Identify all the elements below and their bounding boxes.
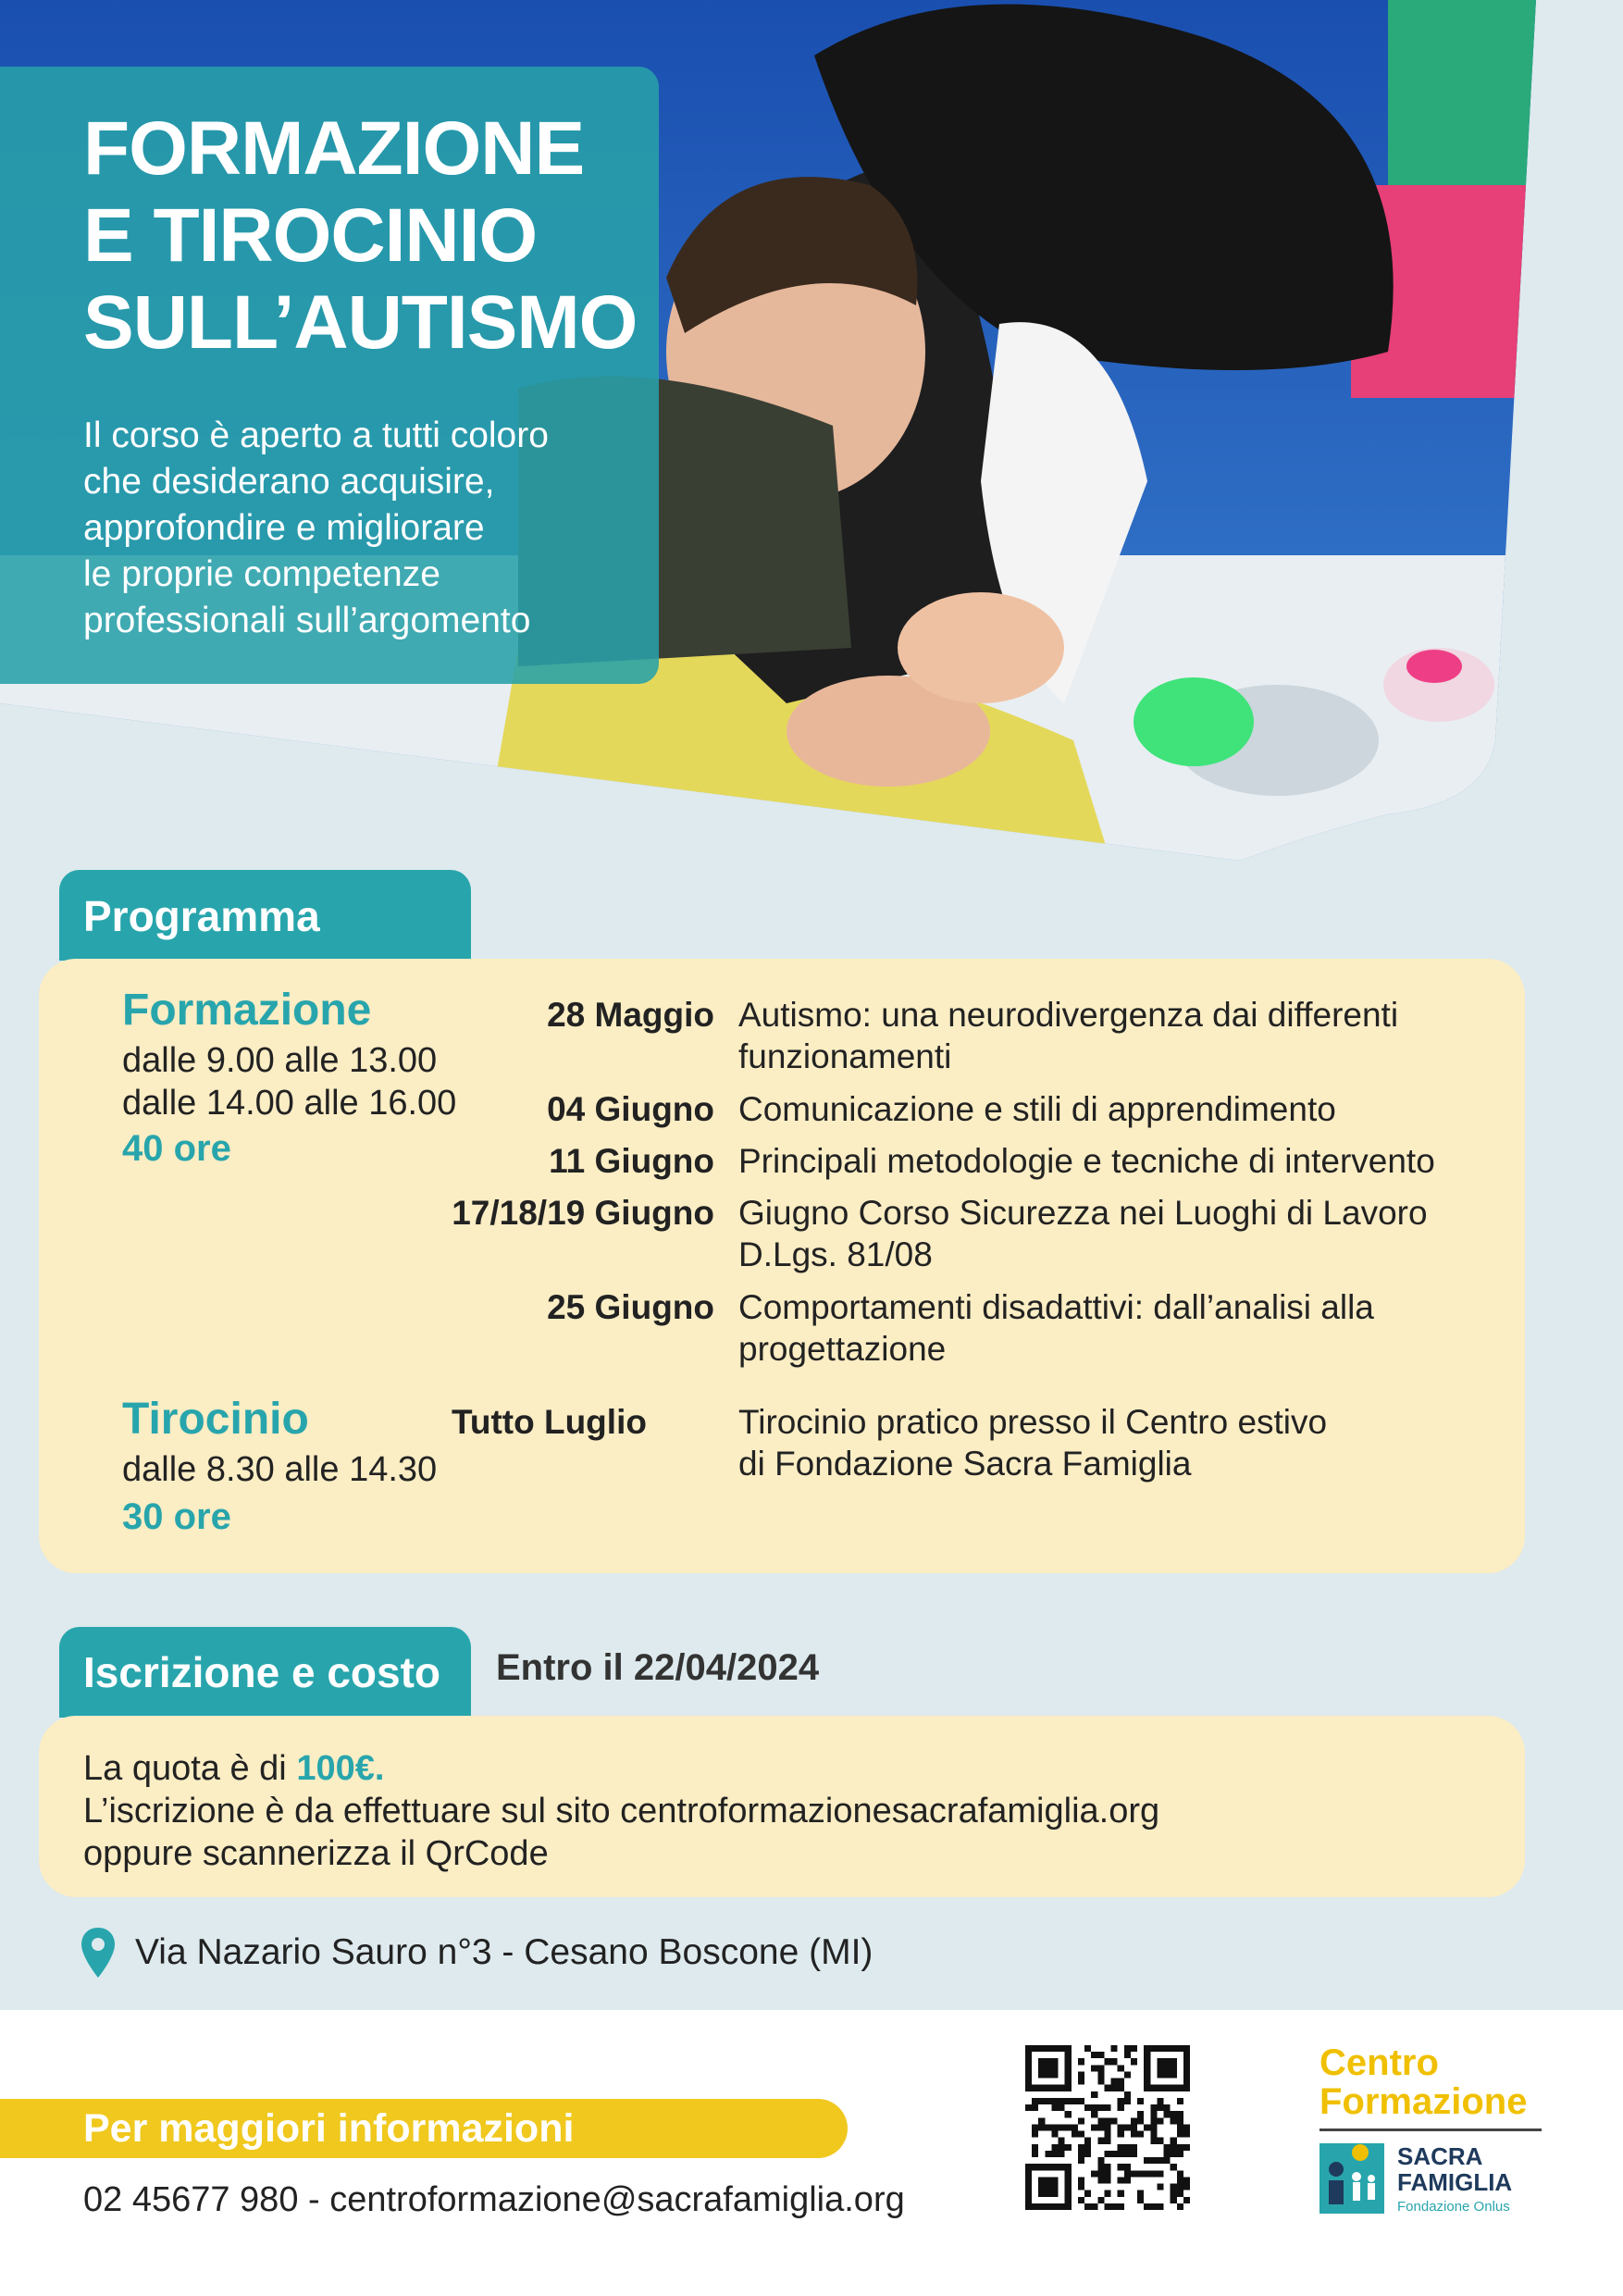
hero-photo (0, 0, 1623, 861)
title-line-2: E TIROCINIO (83, 193, 538, 278)
subtitle-line-5: professionali sull’argomento (83, 601, 531, 640)
schedule-desc-line: Autismo: una neurodivergenza dai differenti (738, 996, 1399, 1034)
schedule-desc-line: funzionamenti (738, 1037, 952, 1075)
schedule-date: Tutto Luglio (452, 1403, 647, 1441)
more-info-banner: Per maggiori informazioni (0, 2099, 848, 2158)
course-description (83, 413, 640, 644)
registration-site-text: L’iscrizione è da effettuare sul sito centroformazionesacrafamiglia.org (83, 1792, 1160, 1831)
formazione-hours: 40 ore (122, 1128, 231, 1169)
logo-title-line-2: Formazione (1319, 2081, 1528, 2122)
contact-info: 02 45677 980 - centroformazione@sacrafamiglia.org (83, 2180, 905, 2219)
title-panel (0, 67, 659, 684)
formazione-label: Formazione (122, 986, 372, 1035)
qrcode-hint-text: oppure scannerizza il QrCode (83, 1834, 549, 1873)
subtitle-line-3: approfondire e migliorare (83, 508, 485, 548)
programma-box (39, 959, 1525, 1573)
formazione-time-1: dalle 9.00 alle 13.00 (122, 1041, 438, 1080)
tirocinio-hours: 30 ore (122, 1496, 231, 1537)
formazione-info (122, 985, 456, 1170)
schedule-desc-line: Comunicazione e stili di apprendimento (738, 1090, 1336, 1128)
title-line-3: SULL’AUTISMO (83, 280, 638, 365)
page-title (83, 105, 640, 366)
address (80, 1925, 873, 1980)
tirocinio-info (122, 1394, 437, 1538)
programma-tab: Programma (59, 870, 471, 961)
formazione-time-2: dalle 14.00 alle 16.00 (122, 1084, 457, 1123)
iscrizione-tab: Iscrizione e costo (59, 1627, 471, 1718)
subtitle-line-2: che desiderano acquisire, (83, 462, 495, 502)
schedule-date: 28 Maggio (547, 996, 714, 1034)
schedule-desc-line: progettazione (738, 1330, 947, 1368)
logo-name-line-1: SACRA (1397, 2142, 1483, 2170)
deadline-text: Entro il 22/04/2024 (496, 1647, 820, 1688)
qrcode-image[interactable] (1025, 2045, 1190, 2210)
iscrizione-box (39, 1716, 1525, 1897)
logo-divider (1319, 2128, 1542, 2131)
logo-title-line-1: Centro (1319, 2042, 1439, 2083)
fee-prefix: La quota è di (83, 1749, 297, 1788)
schedule-desc-line: Tirocinio pratico presso il Centro estivo (738, 1403, 1328, 1441)
logo-name-line-2: FAMIGLIA (1397, 2168, 1513, 2196)
address-text: Via Nazario Sauro n°3 - Cesano Boscone (MI) (135, 1932, 873, 1972)
footer (0, 2010, 1623, 2296)
schedule-date: 25 Giugno (547, 1288, 714, 1326)
subtitle-line-4: le proprie competenze (83, 554, 440, 594)
tirocinio-time: dalle 8.30 alle 14.30 (122, 1450, 438, 1489)
fee-value: 100€. (296, 1749, 385, 1788)
schedule-desc-line: Giugno Corso Sicurezza nei Luoghi di Lavoro (738, 1194, 1428, 1232)
location-pin-icon (80, 1926, 117, 1980)
sacra-famiglia-subtitle: Fondazione Onlus (1397, 2199, 1510, 2215)
title-line-1: FORMAZIONE (83, 106, 585, 191)
centro-formazione-logo-text (1319, 2043, 1527, 2121)
tirocinio-label: Tirocinio (122, 1395, 309, 1444)
schedule-desc-line: Principali metodologie e tecniche di intervento (738, 1142, 1435, 1180)
schedule-date: 17/18/19 Giugno (452, 1194, 714, 1232)
sacra-famiglia-name (1397, 2143, 1512, 2195)
tirocinio-schedule-date (452, 1401, 647, 1443)
subtitle-line-1: Il corso è aperto a tutti coloro (83, 416, 549, 455)
schedule-desc-line: di Fondazione Sacra Famiglia (738, 1445, 1192, 1483)
fee-line (83, 1747, 1525, 1790)
schedule-date: 11 Giugno (549, 1142, 714, 1180)
schedule-date: 04 Giugno (547, 1090, 714, 1128)
schedule-desc-line: Comportamenti disadattivi: dall’analisi alla (738, 1288, 1374, 1326)
schedule-desc-line: D.Lgs. 81/08 (738, 1235, 933, 1273)
